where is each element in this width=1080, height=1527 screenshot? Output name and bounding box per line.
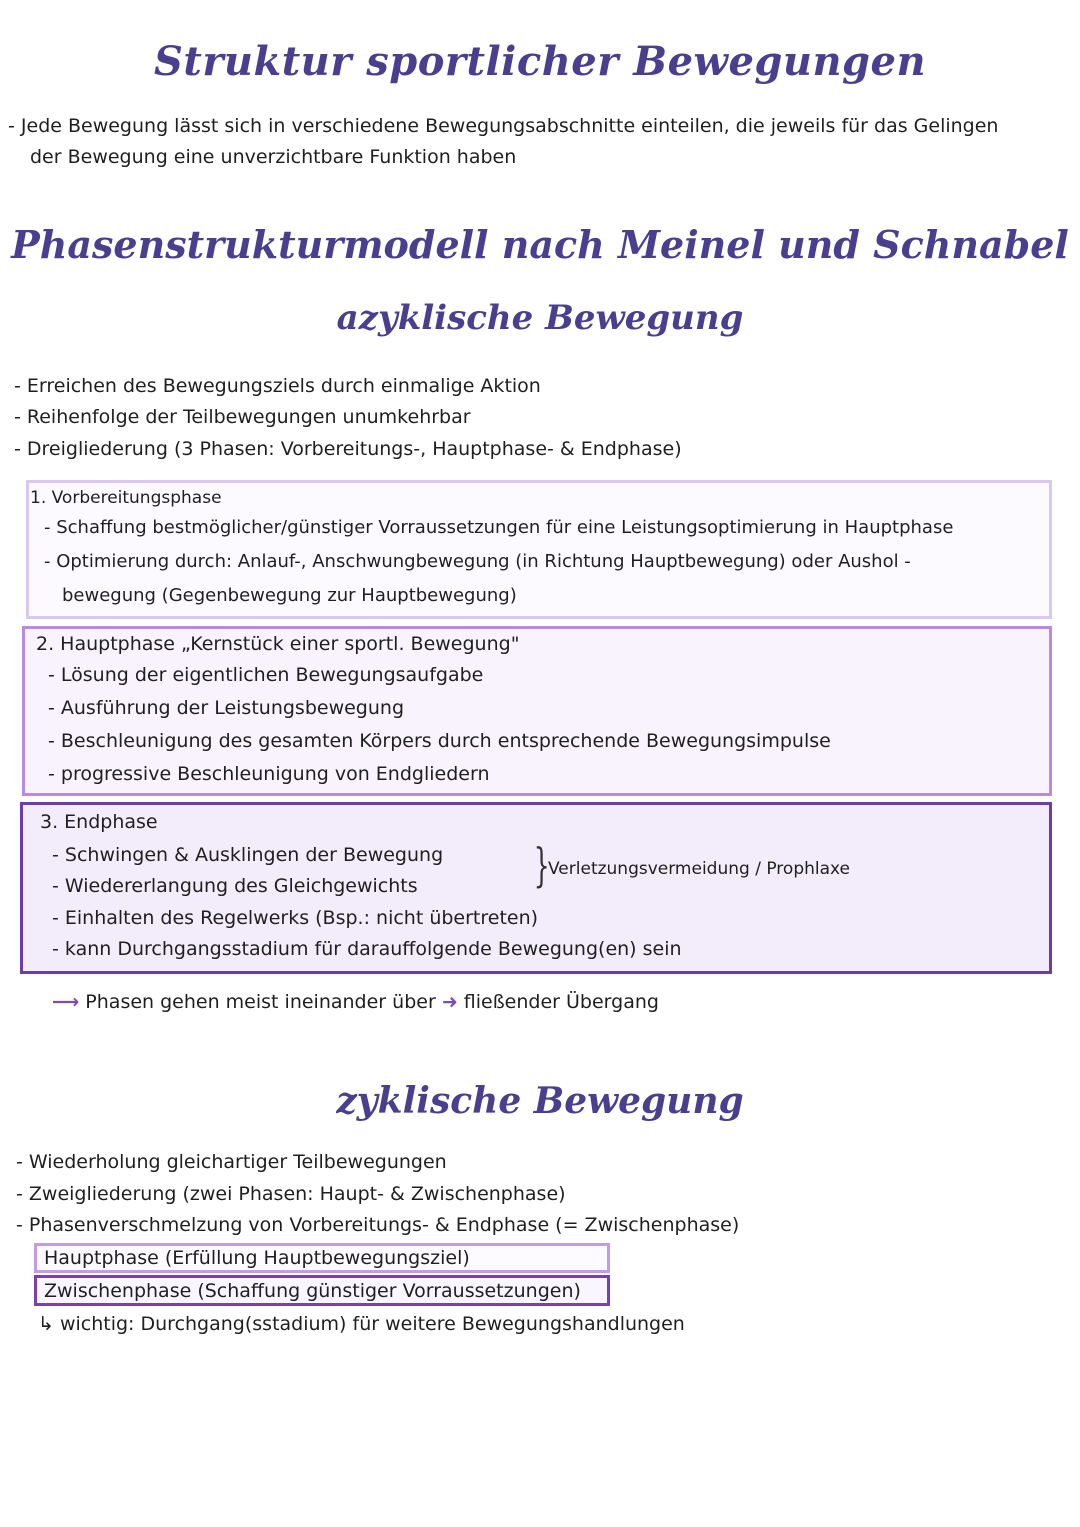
phase-2-line: - Lösung der eigentlichen Bewegungsaufgabe	[48, 664, 484, 686]
phase-3-line: - Einhalten des Regelwerks (Bsp.: nicht übertreten)	[52, 907, 539, 929]
cyclic-between-phase: Zwischenphase (Schaffung günstiger Vorraussetzungen)	[44, 1280, 581, 1302]
acyclic-bullet: - Dreigliederung (3 Phasen: Vorbereitungs-, Hauptphase- & Endphase)	[14, 438, 682, 460]
phase-1-title: 1. Vorbereitungsphase	[30, 488, 222, 508]
phase-2-line: - Ausführung der Leistungsbewegung	[48, 697, 404, 719]
cyclic-note: ↳ wichtig: Durchgang(sstadium) für weitere Bewegungshandlungen	[38, 1313, 685, 1335]
cyclic-bullet: - Wiederholung gleichartiger Teilbewegungen	[16, 1151, 447, 1173]
phase-3-brace-note: Verletzungsvermeidung / Prophlaxe	[548, 859, 851, 879]
phase-1-line: bewegung (Gegenbewegung zur Hauptbewegung)	[62, 585, 517, 606]
phase-2-title: 2. Hauptphase „Kernstück einer sportl. Bewegung"	[36, 633, 520, 655]
cyclic-title: zyklische Bewegung	[336, 1080, 744, 1122]
phase-1-line: - Optimierung durch: Anlauf-, Anschwungbewegung (in Richtung Hauptbewegung) oder Aushol -	[44, 551, 911, 572]
intro-line-1: - Jede Bewegung lässt sich in verschiedene Bewegungsabschnitte einteilen, die jeweils für das Gelingen	[8, 115, 999, 137]
phase-1-line: - Schaffung bestmöglicher/günstiger Vorraussetzungen für eine Leistungsoptimierung in Hauptphase	[44, 517, 954, 538]
phase-2-line: - Beschleunigung des gesamten Körpers durch entsprechende Bewegungsimpulse	[48, 730, 831, 752]
cyclic-bullet: - Phasenverschmelzung von Vorbereitungs- & Endphase (= Zwischenphase)	[16, 1214, 740, 1236]
cyclic-bullet: - Zweigliederung (zwei Phasen: Haupt- & Zwischenphase)	[16, 1183, 566, 1205]
curly-brace-icon: }	[533, 838, 550, 892]
conclusion-part-1: Phasen gehen meist ineinander über	[85, 991, 436, 1013]
acyclic-bullet: - Reihenfolge der Teilbewegungen unumkehrbar	[14, 406, 471, 428]
cyclic-main-phase: Hauptphase (Erfüllung Hauptbewegungsziel)	[44, 1247, 470, 1269]
intro-line-2: der Bewegung eine unverzichtbare Funktion haben	[30, 146, 517, 168]
page-title: Struktur sportlicher Bewegungen	[153, 38, 927, 85]
conclusion-part-2: fließender Übergang	[463, 991, 659, 1013]
acyclic-bullet: - Erreichen des Bewegungsziels durch einmalige Aktion	[14, 375, 541, 397]
phase-3-line: - kann Durchgangsstadium für darauffolgende Bewegung(en) sein	[52, 938, 682, 960]
phase-3-title: 3. Endphase	[40, 811, 158, 833]
model-title: Phasenstrukturmodell nach Meinel und Schnabel	[11, 222, 1069, 267]
arrow-right-icon: ⟶	[52, 991, 80, 1013]
acyclic-title: azyklische Bewegung	[336, 298, 744, 338]
phase-3-line: - Wiedererlangung des Gleichgewichts	[52, 875, 418, 897]
phase-2-line: - progressive Beschleunigung von Endgliedern	[48, 763, 490, 785]
phase-3-line: - Schwingen & Ausklingen der Bewegung	[52, 844, 444, 866]
phase-conclusion	[52, 990, 659, 1014]
arrow-right-icon: ➜	[441, 991, 458, 1013]
